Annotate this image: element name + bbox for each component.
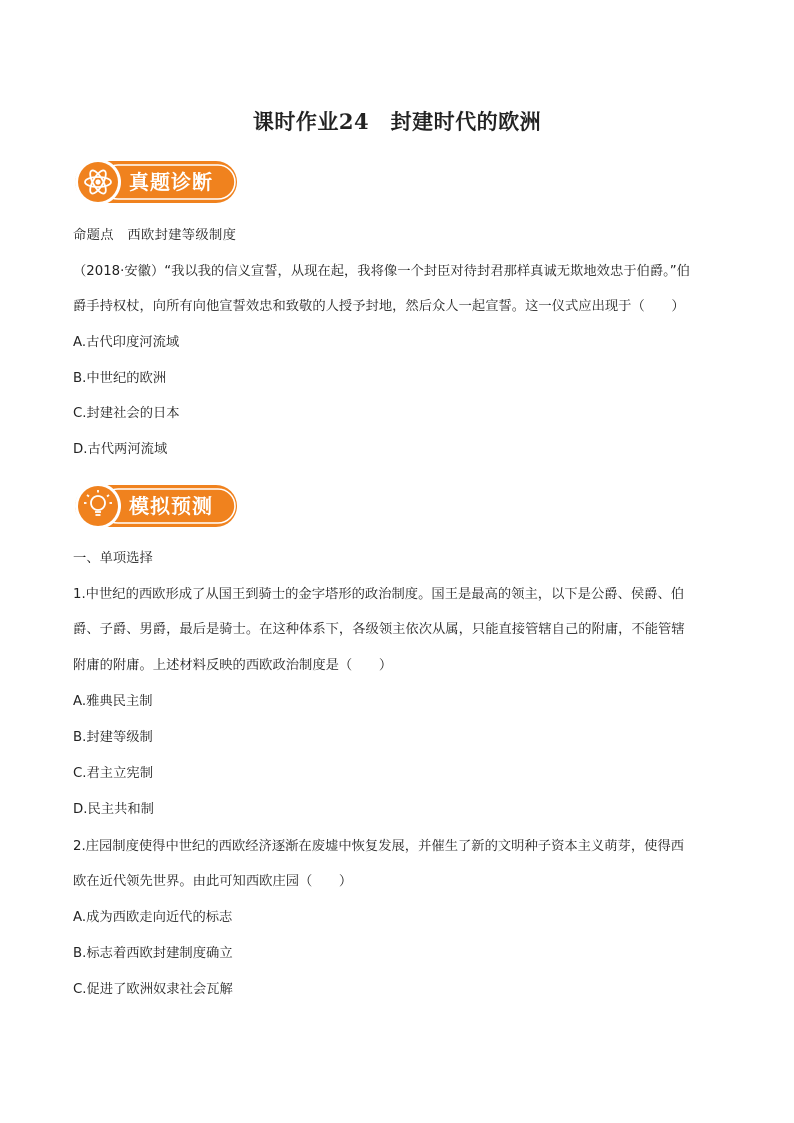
option-a: A.古代印度河流域 [73,335,180,350]
page-title: 课时作业24 封建时代的欧洲 [252,109,542,134]
option-c: C.封建社会的日本 [73,406,180,421]
topic-label: 命题点 西欧封建等级制度 [73,228,237,243]
q1-option-b: B.封建等级制 [73,730,153,745]
banner-diagnosis [73,157,239,207]
option-b: B.中世纪的欧洲 [73,371,167,386]
banner-prediction-label: 模拟预测 [129,494,213,518]
q2-option-b: B.标志着西欧封建制度确立 [73,946,233,961]
question-2-text: 欧在近代领先世界。由此可知西欧庄园（ ） [73,874,353,889]
q1-option-c: C.君主立宪制 [73,766,153,781]
question-text: 爵手持权杖，向所有向他宣誓效忠和致敬的人授予封地，然后众人一起宣誓。这一仪式应出现于（ ） [73,299,685,314]
option-d: D.古代两河流域 [73,442,168,457]
question-1-text: 1.中世纪的西欧形成了从国王到骑士的金字塔形的政治制度。国王是最高的领主，以下是公爵、侯爵、伯 [73,587,685,602]
question-2-text: 2.庄园制度使得中世纪的西欧经济逐渐在废墟中恢复发展，并催生了新的文明种子资本主义萌芽，使得西 [73,839,685,854]
q1-option-d: D.民主共和制 [73,802,154,817]
question-text: （2018·安徽）“我以我的信义宣誓，从现在起，我将像一个封臣对待封君那样真诚无欺地效忠于伯爵。”伯 [73,264,690,279]
question-1-text: 附庸的附庸。上述材料反映的西欧政治制度是（ ） [73,658,393,673]
banner-prediction [73,481,239,531]
banner-diagnosis-label: 真题诊断 [129,170,213,194]
question-1-text: 爵、子爵、男爵，最后是骑士。在这种体系下，各级领主依次从属，只能直接管辖自己的附庸，不能管辖 [73,622,685,637]
section-heading: 一、单项选择 [73,551,153,566]
q1-option-a: A.雅典民主制 [73,694,153,709]
q2-option-a: A.成为西欧走向近代的标志 [73,910,233,925]
q2-option-c: C.促进了欧洲奴隶社会瓦解 [73,982,233,997]
